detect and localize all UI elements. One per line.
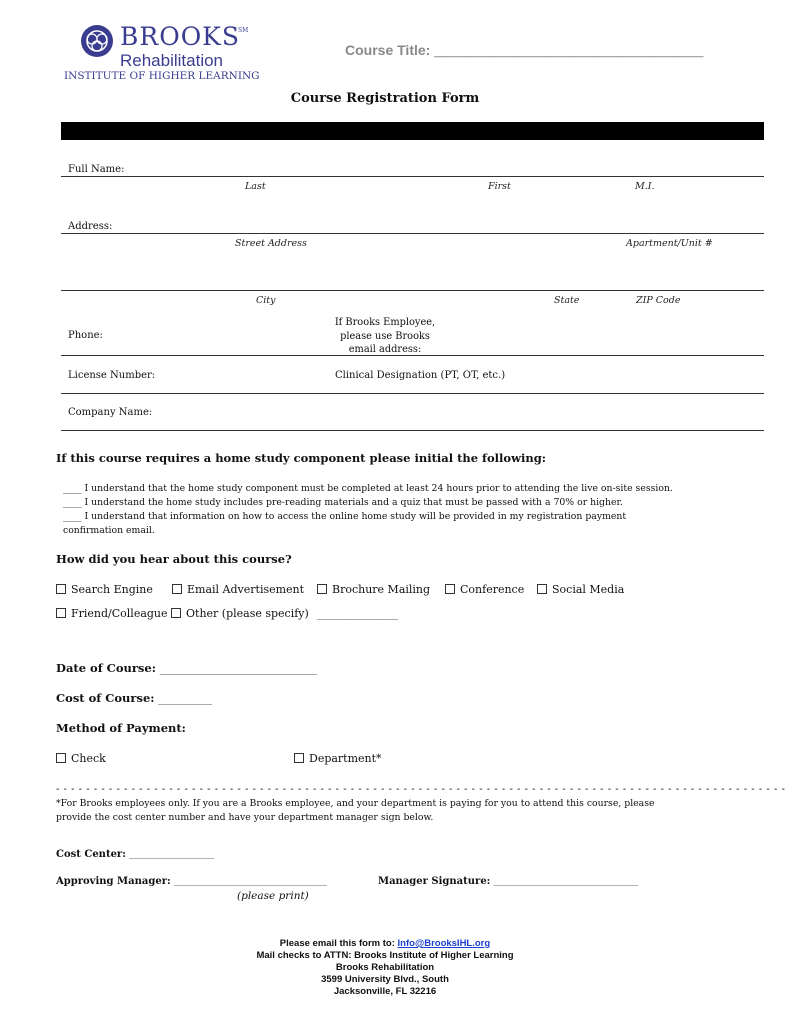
checkbox-icon[interactable] [537,584,547,594]
hear-about-heading: How did you hear about this course? [56,552,292,566]
course-title-blank: ____________________________________________ [434,46,704,58]
address-label: Address: [68,221,113,232]
option-email-advertisement[interactable]: Email Advertisement [172,583,304,596]
approving-manager-blank[interactable]: ____________________________________ [173,877,327,887]
option-search-engine[interactable]: Search Engine [56,583,153,596]
dashed-separator: - - - - - - - - - - - - - - - - - - - - - - - - - - - - - - - - - - - - - - - - - - - - - - - - - - - - - - - - - - - - - - - - - - - - - - - - - - - - - - - - - - - - - - - - - - - - - - - - - [56,784,785,795]
option-other[interactable]: Other (please specify) __________________ [171,607,398,620]
cost-center-field[interactable] [56,849,214,860]
home-study-item-3-cont: confirmation email. [63,525,155,536]
last-name-sub: Last [245,181,266,192]
clinical-designation-label: Clinical Designation (PT, OT, etc.) [335,370,506,381]
header-band [61,122,764,140]
city-line[interactable] [61,290,764,291]
footer-city: Jacksonville, FL 32216 [333,986,437,997]
checkbox-icon[interactable] [172,584,182,594]
apartment-sub: Apartment/Unit # [626,238,713,249]
home-study-item-3[interactable]: ____ I understand that information on how to access the online home study will be provided in my registration payment [63,511,627,522]
please-print-note: (please print) [237,890,309,902]
payment-check-option[interactable]: Check [56,752,106,765]
mi-sub: M.I. [635,181,655,192]
manager-signature-blank[interactable]: __________________________________ [493,877,639,887]
approving-manager-label: Approving Manager: [56,876,171,887]
company-line[interactable] [61,430,764,431]
checkbox-icon[interactable] [56,753,66,763]
footer-email-prefix: Please email this form to: [279,938,398,949]
cost-center-blank[interactable]: ____________________ [129,850,215,860]
phone-label: Phone: [68,330,103,341]
logo-institute: INSTITUTE OF HIGHER LEARNING [64,70,260,82]
method-of-payment-label: Method of Payment: [56,721,186,735]
checkbox-icon[interactable] [171,608,181,618]
home-study-item-1[interactable]: ____ I understand that the home study component must be completed at least 24 hours prior to attending the live on-site session. [63,483,673,494]
home-study-item-2[interactable]: ____ I understand the home study includes pre-reading materials and a quiz that must be passed with a 70% or higher. [63,497,623,508]
state-sub: State [554,295,580,306]
manager-signature-label: Manager Signature: [378,876,491,887]
checkbox-icon[interactable] [445,584,455,594]
logo [62,22,262,84]
footer-email-link[interactable]: Info@BrooksIHL.org [397,938,491,949]
home-study-list[interactable] [63,482,673,538]
zip-sub: ZIP Code [636,295,681,306]
option-social-media[interactable]: Social Media [537,583,624,596]
manager-signature-field[interactable] [378,876,638,887]
checkbox-icon[interactable] [317,584,327,594]
checkbox-icon[interactable] [56,608,66,618]
other-specify-blank[interactable]: __________________ [316,610,398,620]
brooks-emblem-icon [80,24,114,58]
cost-of-course-label: Cost of Course: [56,691,155,705]
address-line[interactable] [61,233,764,234]
license-label: License Number: [68,370,156,381]
street-address-sub: Street Address [235,238,307,249]
full-name-label: Full Name: [68,164,125,175]
form-title: Course Registration Form [290,91,480,106]
date-of-course-label: Date of Course: [56,661,156,675]
footer [0,938,770,998]
footer-street: 3599 University Blvd., South [321,974,449,985]
cost-center-label: Cost Center: [56,849,126,860]
course-title-label: Course Title: [345,42,431,58]
employee-note: *For Brooks employees only. If you are a Brooks employee, and your department is paying for you to attend this course, please provide the cost center number and have your department manager sign below. [56,798,655,823]
full-name-line[interactable] [61,176,764,177]
footer-mail-checks: Mail checks to ATTN: Brooks Institute of Higher Learning [256,950,514,961]
checkbox-icon[interactable] [294,753,304,763]
first-name-sub: First [488,181,511,192]
option-friend-colleague[interactable]: Friend/Colleague [56,607,168,620]
payment-department-option[interactable]: Department* [294,752,382,765]
date-of-course-field[interactable] [56,661,317,675]
date-of-course-blank[interactable]: ___________________________________ [159,665,318,675]
brooks-employee-note: If Brooks Employee, please use Brooks email address: [334,317,436,355]
course-title-field[interactable] [345,42,703,58]
city-sub: City [256,295,276,306]
checkbox-icon[interactable] [56,584,66,594]
option-brochure-mailing[interactable]: Brochure Mailing [317,583,430,596]
logo-brand: BROOKS [120,22,240,51]
logo-trademark: SM [238,27,249,34]
phone-line[interactable] [61,355,764,356]
logo-rehabilitation: Rehabilitation [120,51,224,70]
license-line[interactable] [61,393,764,394]
cost-of-course-blank[interactable]: ____________ [158,695,213,705]
home-study-heading: If this course requires a home study component please initial the following: [56,451,547,465]
approving-manager-field[interactable] [56,876,327,887]
cost-of-course-field[interactable] [56,691,212,705]
company-label: Company Name: [68,407,153,418]
footer-org: Brooks Rehabilitation [335,962,435,973]
option-conference[interactable]: Conference [445,583,524,596]
